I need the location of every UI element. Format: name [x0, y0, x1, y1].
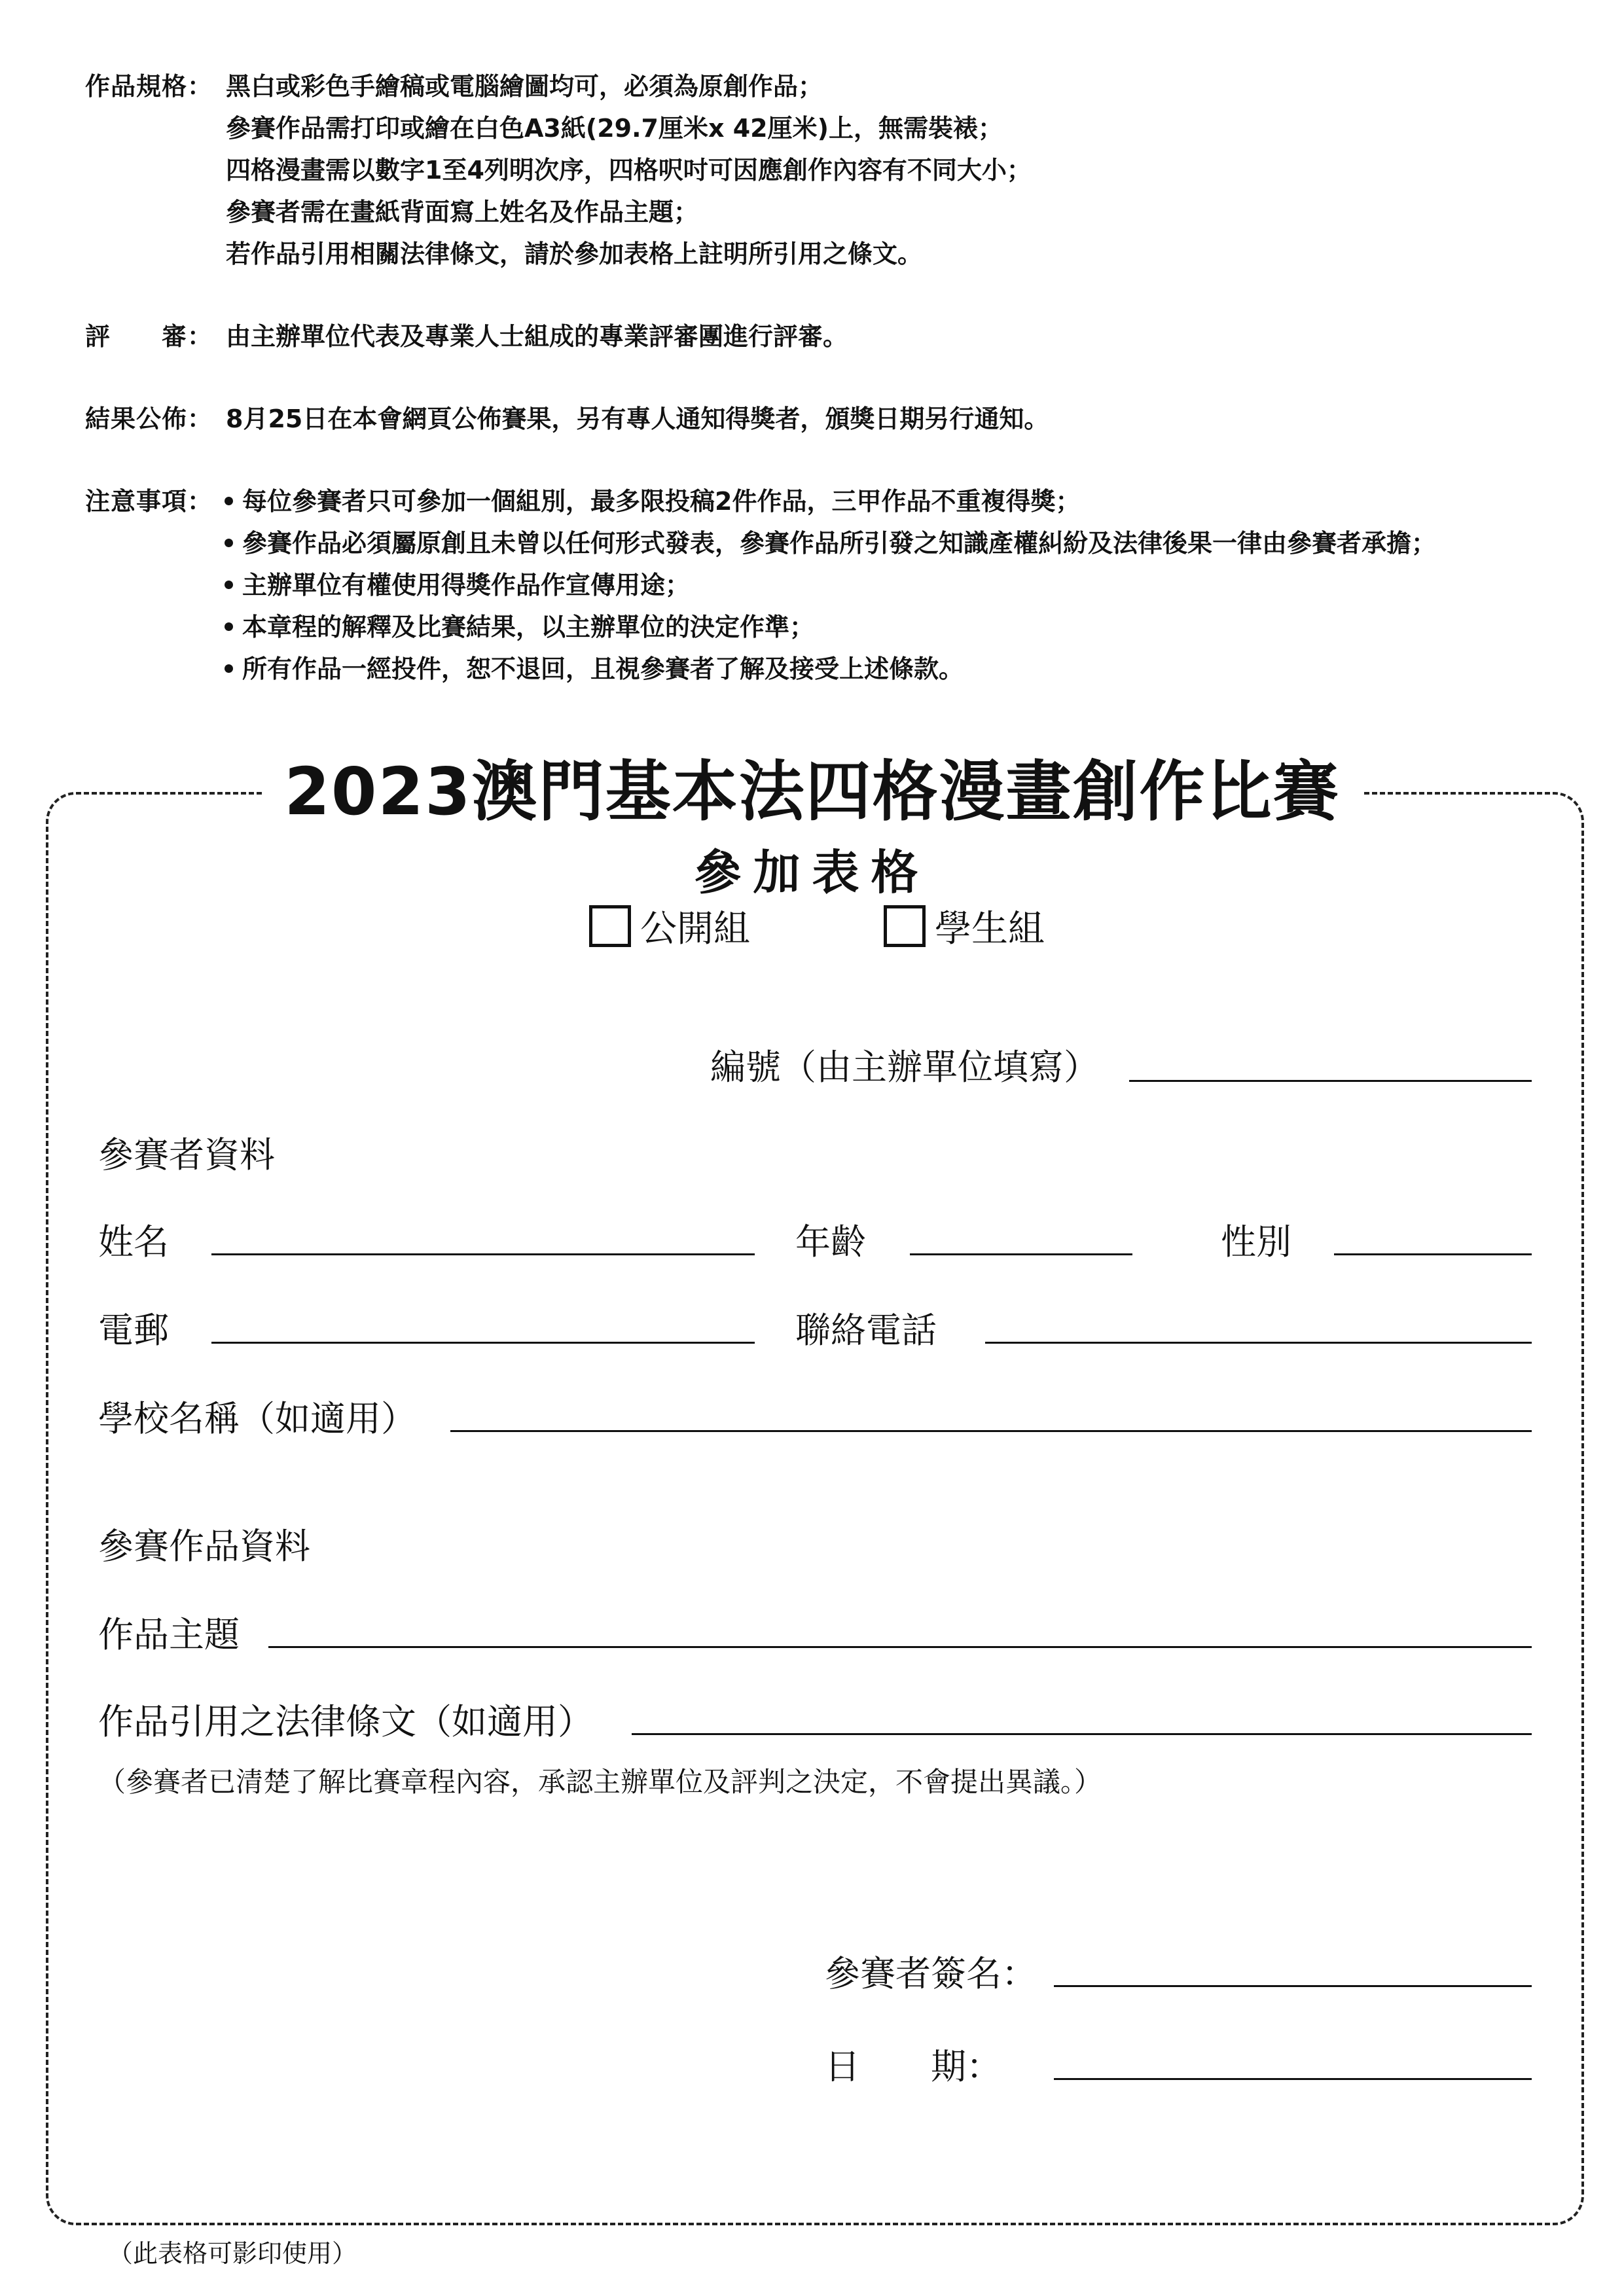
group-student-label: 學生組 — [935, 908, 1045, 950]
serial-field[interactable] — [1129, 1080, 1532, 1082]
phone-field[interactable] — [985, 1342, 1532, 1344]
name-label: 姓名 — [98, 1221, 169, 1263]
form-subtitle: 參加表格 — [694, 845, 930, 900]
school-label: 學校名稱（如適用） — [98, 1398, 416, 1439]
bullet-icon — [225, 497, 233, 505]
footer-note: （此表格可影印使用） — [108, 2239, 357, 2268]
group-selector — [0, 900, 1624, 959]
rule-notes — [85, 480, 1436, 690]
gender-label: 性別 — [1221, 1221, 1291, 1263]
date-field[interactable] — [1054, 2078, 1532, 2080]
rule-results-text: 8月25日在本會網頁公佈賽果，另有專人通知得獎者，頒獎日期另行通知。 — [226, 404, 1049, 433]
rule-spec-line: 參賽者需在畫紙背面寫上姓名及作品主題； — [226, 198, 699, 226]
name-field[interactable] — [211, 1253, 755, 1255]
rule-note-text: 本章程的解釋及比賽結果，以主辦單位的決定作準； — [242, 613, 815, 641]
rule-note-text: 主辦單位有權使用得獎作品作宣傳用途； — [242, 571, 691, 600]
declaration-text: （參賽者已清楚了解比賽章程內容，承認主辦單位及評判之決定，不會提出異議。） — [98, 1766, 1102, 1798]
rule-results — [85, 398, 1049, 440]
rule-note-text: 每位參賽者只可參加一個組別，最多限投稿2件作品，三甲作品不重複得獎； — [242, 487, 1081, 516]
rule-note-item — [219, 606, 1436, 648]
age-field[interactable] — [910, 1253, 1132, 1255]
bullet-icon — [225, 622, 233, 631]
email-label: 電郵 — [98, 1310, 169, 1351]
group-open-label: 公開組 — [640, 908, 750, 950]
bullet-icon — [225, 581, 233, 589]
signature-label: 參賽者簽名： — [825, 1953, 1037, 1994]
rule-results-key: 結果公佈： — [85, 404, 213, 433]
law-label: 作品引用之法律條文（如適用） — [98, 1701, 593, 1742]
serial-label: 編號（由主辦單位填寫） — [710, 1047, 1099, 1088]
rule-notes-key: 注意事項： — [85, 487, 213, 516]
rule-judging — [85, 315, 848, 357]
rule-spec — [85, 65, 1591, 275]
phone-label: 聯絡電話 — [795, 1310, 937, 1351]
form-title — [0, 749, 1624, 834]
group-student-checkbox[interactable] — [884, 905, 926, 947]
signature-field[interactable] — [1054, 1985, 1532, 1987]
rule-judging-key: 評 審： — [85, 322, 213, 351]
email-field[interactable] — [211, 1342, 755, 1344]
group-open-option[interactable] — [589, 900, 750, 952]
rule-note-text: 參賽作品必須屬原創且未曾以任何形式發表，參賽作品所引發之知識產權糾紛及法律後果一律由參賽者承擔； — [242, 529, 1437, 558]
date-label: 日 期： — [825, 2046, 1001, 2087]
rule-note-item — [219, 564, 1436, 606]
rule-spec-line: 四格漫畫需以數字1至4列明次序，四格呎吋可因應創作內容有不同大小； — [226, 156, 1032, 185]
group-student-option[interactable] — [884, 900, 1045, 952]
rule-spec-line: 黑白或彩色手繪稿或電腦繪圖均可，必須為原創作品； — [226, 72, 823, 101]
rules-section — [85, 65, 1591, 683]
rule-spec-key: 作品規格： — [85, 72, 213, 101]
topic-field[interactable] — [268, 1646, 1532, 1648]
section-personal-heading: 參賽者資料 — [98, 1134, 275, 1175]
group-open-checkbox[interactable] — [589, 905, 631, 947]
bullet-icon — [225, 664, 233, 673]
rule-spec-line: 參賽作品需打印或繪在白色A3紙(29.7厘米x 42厘米)上，無需裝裱； — [226, 114, 1003, 143]
topic-label: 作品主題 — [98, 1614, 240, 1655]
rule-note-text: 所有作品一經投件，恕不退回，且視參賽者了解及接受上述條款。 — [242, 655, 964, 683]
rule-note-item — [219, 648, 1436, 690]
school-field[interactable] — [450, 1430, 1532, 1432]
rule-judging-text: 由主辦單位代表及專業人士組成的專業評審團進行評審。 — [226, 322, 848, 351]
law-field[interactable] — [632, 1733, 1532, 1735]
rule-note-item — [219, 522, 1436, 564]
entry-form-border — [46, 792, 1584, 2225]
bullet-icon — [225, 539, 233, 547]
rule-note-item — [219, 480, 1436, 522]
section-work-heading: 參賽作品資料 — [98, 1526, 310, 1567]
age-label: 年齡 — [795, 1221, 866, 1263]
form-title-text: 2023澳門基本法四格漫畫創作比賽 — [262, 749, 1362, 834]
gender-field[interactable] — [1334, 1253, 1532, 1255]
rule-spec-line: 若作品引用相關法律條文，請於參加表格上註明所引用之條文。 — [226, 240, 923, 268]
